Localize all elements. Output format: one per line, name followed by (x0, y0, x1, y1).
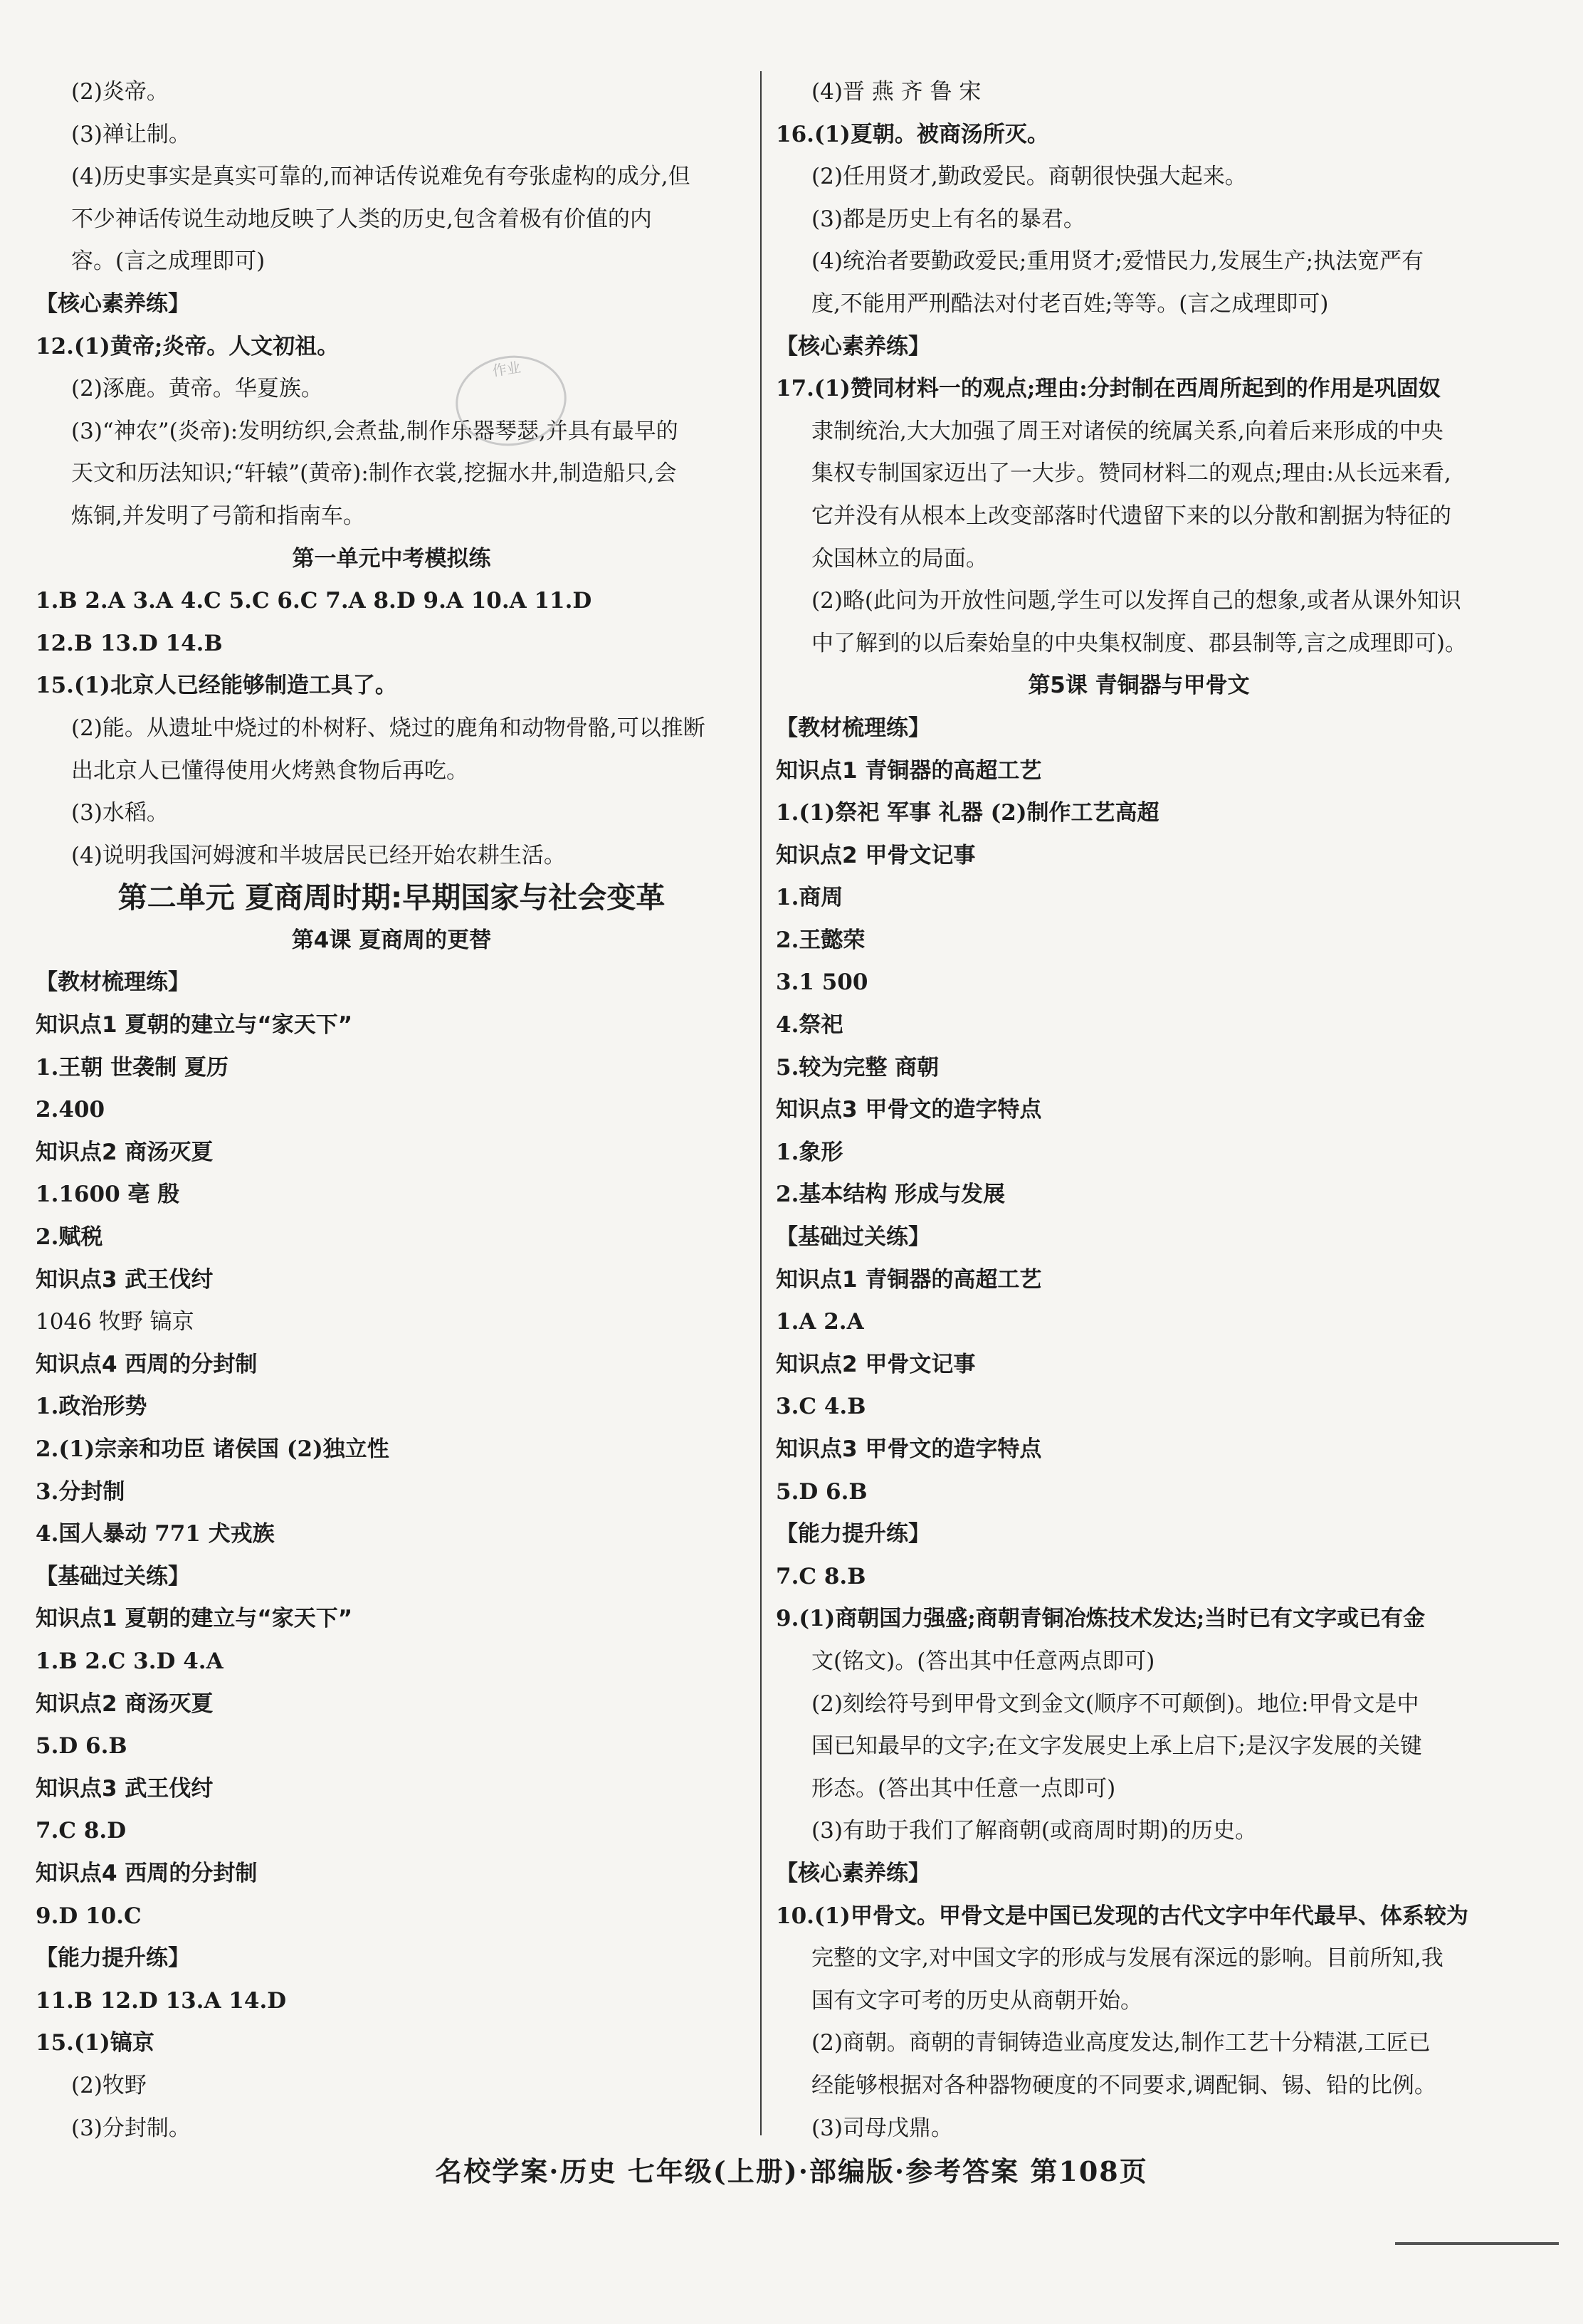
left-line-7: (2)涿鹿。黄帝。华夏族。 (71, 376, 323, 402)
right-line-45: 国有文字可考的历史从商朝开始。 (811, 1987, 1142, 2014)
right-line-34: 【能力提升练】 (776, 1521, 930, 1547)
left-line-6: 12.(1)黄帝;炎帝。人文初祖。 (36, 333, 340, 359)
right-line-11: 众国林立的局面。 (811, 545, 988, 572)
right-line-29: 1.A 2.A (776, 1309, 864, 1335)
left-line-4: 容。(言之成理即可) (71, 248, 265, 275)
left-line-20: 第4课 夏商周的更替 (291, 927, 492, 953)
right-line-20: 2.王懿荣 (776, 927, 866, 953)
left-line-1: (3)禅让制。 (71, 121, 191, 147)
homework-stamp: 作业 (450, 349, 572, 453)
left-line-25: 知识点2 商汤灭夏 (36, 1139, 214, 1165)
left-line-15: (2)能。从遗址中烧过的朴树籽、烧过的鹿角和动物骨骼,可以推断 (71, 715, 705, 741)
right-line-24: 知识点3 甲骨文的造字特点 (776, 1097, 1042, 1123)
right-line-8: 隶制统治,大大加强了周王对诸侯的统属关系,向着后来形成的中央 (811, 418, 1443, 444)
right-line-39: 国已知最早的文字;在文字发展史上承上启下;是汉字发展的关键 (811, 1733, 1422, 1760)
right-line-32: 知识点3 甲骨文的造字特点 (776, 1436, 1042, 1462)
left-line-5: 【核心素养练】 (36, 290, 190, 317)
left-line-46: 15.(1)镐京 (36, 2030, 154, 2056)
left-line-17: (3)水稻。 (71, 800, 169, 826)
right-line-31: 3.C 4.B (776, 1394, 866, 1420)
left-line-29: 1046 牧野 镐京 (36, 1309, 194, 1335)
left-line-3: 不少神话传说生动地反映了人类的历史,包含着极有价值的内 (71, 206, 652, 232)
right-line-7: 17.(1)赞同材料一的观点;理由:分封制在西周所起到的作用是巩固奴 (776, 376, 1441, 402)
left-line-2: (4)历史事实是真实可靠的,而神话传说难免有夸张虚构的成分,但 (71, 164, 690, 190)
page-footer: 名校学案·历史 七年级(上册)·部编版·参考答案 第108页 (435, 2155, 1148, 2187)
left-line-14: 15.(1)北京人已经能够制造工具了。 (36, 673, 397, 699)
left-line-32: 2.(1)宗亲和功臣 诸侯国 (2)独立性 (36, 1436, 389, 1462)
left-line-24: 2.400 (36, 1097, 105, 1123)
left-line-41: 7.C 8.D (36, 1818, 127, 1844)
left-line-9: 天文和历法知识;“轩辕”(黄帝):制作衣裳,挖掘水井,制造船只,会 (71, 461, 677, 487)
left-line-18: (4)说明我国河姆渡和半坡居民已经开始农耕生活。 (71, 842, 566, 868)
right-line-16: 知识点1 青铜器的高超工艺 (776, 757, 1042, 784)
left-line-8: (3)“神农”(炎帝):发明纺织,会煮盐,制作乐器琴瑟,并具有最早的 (71, 418, 678, 444)
left-line-13: 12.B 13.D 14.B (36, 630, 223, 656)
left-line-34: 4.国人暴动 771 犬戎族 (36, 1521, 275, 1547)
right-line-5: 度,不能用严刑酷法对付老百姓;等等。(言之成理即可) (811, 290, 1329, 317)
left-line-35: 【基础过关练】 (36, 1563, 190, 1589)
right-line-46: (2)商朝。商朝的青铜铸造业高度发达,制作工艺十分精湛,工匠已 (811, 2030, 1431, 2056)
right-line-33: 5.D 6.B (776, 1478, 868, 1505)
right-column (776, 71, 1502, 2150)
right-line-23: 5.较为完整 商朝 (776, 1054, 940, 1080)
left-line-47: (2)牧野 (71, 2072, 147, 2098)
left-line-48: (3)分封制。 (71, 2115, 191, 2141)
right-line-6: 【核心素养练】 (776, 333, 930, 359)
right-line-3: (3)都是历史上有名的暴君。 (811, 206, 1085, 232)
left-line-21: 【教材梳理练】 (36, 969, 190, 996)
right-line-13: 中了解到的以后秦始皇的中央集权制度、郡县制等,言之成理即可)。 (811, 630, 1467, 656)
right-line-48: (3)司母戊鼎。 (811, 2115, 953, 2141)
right-line-18: 知识点2 甲骨文记事 (776, 842, 976, 868)
left-line-43: 9.D 10.C (36, 1903, 142, 1929)
right-line-43: 10.(1)甲骨文。甲骨文是中国已发现的古代文字中年代最早、体系较为 (776, 1903, 1468, 1929)
left-line-40: 知识点3 武王伐纣 (36, 1775, 214, 1802)
left-line-16: 出北京人已懂得使用火烤熟食物后再吃。 (71, 757, 468, 784)
right-line-40: 形态。(答出其中任意一点即可) (811, 1775, 1116, 1802)
right-line-28: 知识点1 青铜器的高超工艺 (776, 1266, 1042, 1293)
left-line-39: 5.D 6.B (36, 1733, 127, 1760)
left-line-37: 1.B 2.C 3.D 4.A (36, 1648, 223, 1674)
right-line-37: 文(铭文)。(答出其中任意两点即可) (811, 1648, 1155, 1674)
left-line-10: 炼铜,并发明了弓箭和指南车。 (71, 503, 365, 529)
left-line-36: 知识点1 夏朝的建立与“家天下” (36, 1606, 353, 1632)
right-line-17: 1.(1)祭祀 军事 礼器 (2)制作工艺高超 (776, 800, 1159, 826)
right-line-21: 3.1 500 (776, 969, 868, 996)
right-line-44: 完整的文字,对中国文字的形成与发展有深远的影响。目前所知,我 (811, 1945, 1443, 1972)
left-line-44: 【能力提升练】 (36, 1945, 190, 1972)
left-line-28: 知识点3 武王伐纣 (36, 1266, 214, 1293)
right-line-4: (4)统治者要勤政爱民;重用贤才;爱惜民力,发展生产;执法宽严有 (811, 248, 1424, 275)
right-line-0: (4)晋 燕 齐 鲁 宋 (811, 79, 982, 105)
left-line-12: 1.B 2.A 3.A 4.C 5.C 6.C 7.A 8.D 9.A 10.A 11.D (36, 588, 592, 614)
left-line-0: (2)炎帝。 (71, 79, 169, 105)
right-line-2: (2)任用贤才,勤政爱民。商朝很快强大起来。 (811, 164, 1247, 190)
left-line-31: 1.政治形势 (36, 1394, 147, 1420)
right-line-47: 经能够根据对各种器物硬度的不同要求,调配铜、锡、铅的比例。 (811, 2072, 1436, 2098)
right-line-38: (2)刻绘符号到甲骨文到金文(顺序不可颠倒)。地位:甲骨文是中 (811, 1691, 1419, 1717)
left-line-26: 1.1600 亳 殷 (36, 1182, 180, 1208)
left-line-42: 知识点4 西周的分封制 (36, 1860, 258, 1886)
column-divider (760, 71, 762, 2135)
right-line-22: 4.祭祀 (776, 1012, 843, 1039)
right-line-12: (2)略(此问为开放性问题,学生可以发挥自己的想象,或者从课外知识 (811, 588, 1461, 614)
left-line-19: 第二单元 夏商周时期:早期国家与社会变革 (117, 880, 666, 915)
right-line-1: 16.(1)夏朝。被商汤所灭。 (776, 121, 1049, 147)
left-line-38: 知识点2 商汤灭夏 (36, 1691, 214, 1717)
left-line-11: 第一单元中考模拟练 (292, 545, 491, 572)
footer-rule (1395, 2242, 1559, 2245)
right-line-30: 知识点2 甲骨文记事 (776, 1351, 976, 1377)
right-line-41: (3)有助于我们了解商朝(或商周时期)的历史。 (811, 1818, 1258, 1844)
right-line-25: 1.象形 (776, 1139, 843, 1165)
right-line-36: 9.(1)商朝国力强盛;商朝青铜冶炼技术发达;当时已有文字或已有金 (776, 1606, 1426, 1632)
left-column (36, 71, 747, 2150)
right-line-15: 【教材梳理练】 (776, 715, 930, 741)
right-line-26: 2.基本结构 形成与发展 (776, 1182, 1006, 1208)
left-line-45: 11.B 12.D 13.A 14.D (36, 1987, 287, 2014)
left-line-23: 1.王朝 世袭制 夏历 (36, 1054, 228, 1080)
right-line-9: 集权专制国家迈出了一大步。赞同材料二的观点;理由:从长远来看, (811, 461, 1451, 487)
right-line-14: 第5课 青铜器与甲骨文 (1028, 673, 1250, 699)
right-line-42: 【核心素养练】 (776, 1860, 930, 1886)
left-line-22: 知识点1 夏朝的建立与“家天下” (36, 1012, 353, 1039)
right-line-35: 7.C 8.B (776, 1563, 866, 1589)
right-line-19: 1.商周 (776, 885, 843, 911)
right-line-27: 【基础过关练】 (776, 1224, 930, 1251)
left-line-33: 3.分封制 (36, 1478, 125, 1505)
right-line-10: 它并没有从根本上改变部落时代遗留下来的以分散和割据为特征的 (811, 503, 1451, 529)
left-line-27: 2.赋税 (36, 1224, 103, 1251)
left-line-30: 知识点4 西周的分封制 (36, 1351, 258, 1377)
